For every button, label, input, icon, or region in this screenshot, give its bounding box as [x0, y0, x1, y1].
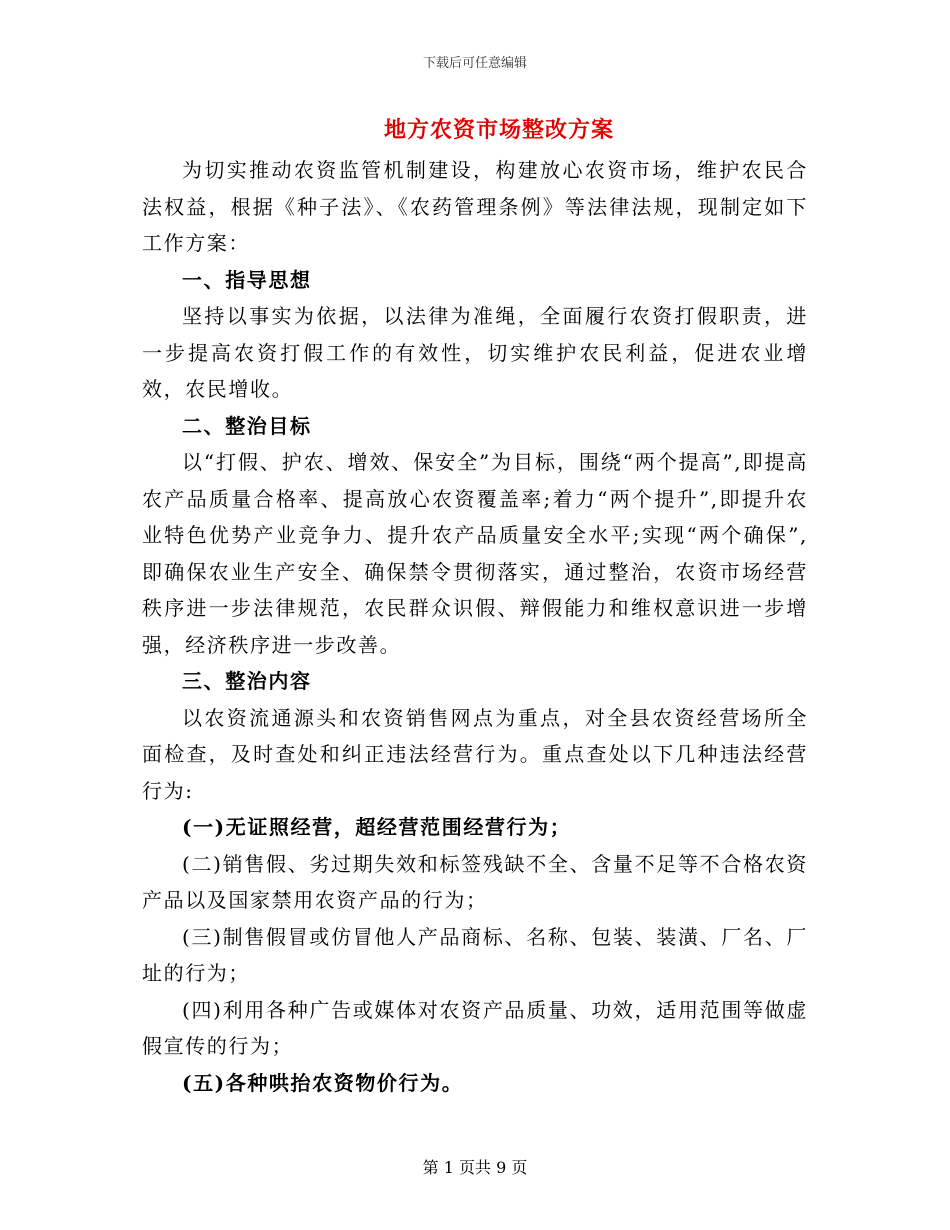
intro-paragraph: 为切实推动农资监管机制建设，构建放心农资市场，维护农民合法权益，根据《种子法》、《农药管理条例》等法律法规，现制定如下工作方案： — [142, 158, 808, 255]
list-item-4: (四)利用各种广告或媒体对农资产品质量、功效，适用范围等做虚假宣传的行为； — [142, 997, 808, 1058]
section-2-text: 以“打假、护农、增效、保安全”为目标，围绕“两个提高”,即提高农产品质量合格率、提高放心农资覆盖率;着力“两个提升”,即提升农业特色优势产业竞争力、提升农产品质量安全水平;实现“两个确保”,即确保农业生产安全、确保禁令贯彻落实，通过整治，农资市场经营秩序进一步法律规范，农民群众识假、辩假能力和维权意识进一步增强，经济秩序进一步改善。 — [142, 450, 808, 657]
document-body — [142, 152, 808, 1101]
section-3-text: 以农资流通源头和农资销售网点为重点，对全县农资经营场所全面检查，及时查处和纠正违法经营行为。重点查处以下几种违法经营行为: — [142, 705, 808, 803]
section-3-heading: 三、整治内容 — [182, 669, 312, 693]
section-1-heading: 一、指导思想 — [182, 267, 312, 292]
header-note: 下载后可任意编辑 — [422, 56, 527, 71]
list-item-5: (五)各种哄抬农资物价行为。 — [182, 1070, 464, 1095]
list-item-3: (三)制售假冒或仿冒他人产品商标、名称、包装、装潢、厂名、厂址的行为； — [142, 924, 808, 985]
list-item-1: (一)无证照经营，超经营范围经营行为； — [182, 815, 572, 839]
page-number: 第 1 页共 9 页 — [422, 1158, 528, 1177]
section-1-text: 坚持以事实为依据，以法律为准绳，全面履行农资打假职责，进一步提高农资打假工作的有效性，切实维护农民利益，促进农业增效，农民增收。 — [142, 304, 808, 401]
list-item-2: (二)销售假、劣过期失效和标签残缺不全、含量不足等不合格农资产品以及国家禁用农资产品的行为； — [142, 851, 808, 912]
section-2-heading: 二、整治目标 — [182, 413, 312, 438]
document-title: 地方农资市场整改方案 — [383, 117, 614, 143]
